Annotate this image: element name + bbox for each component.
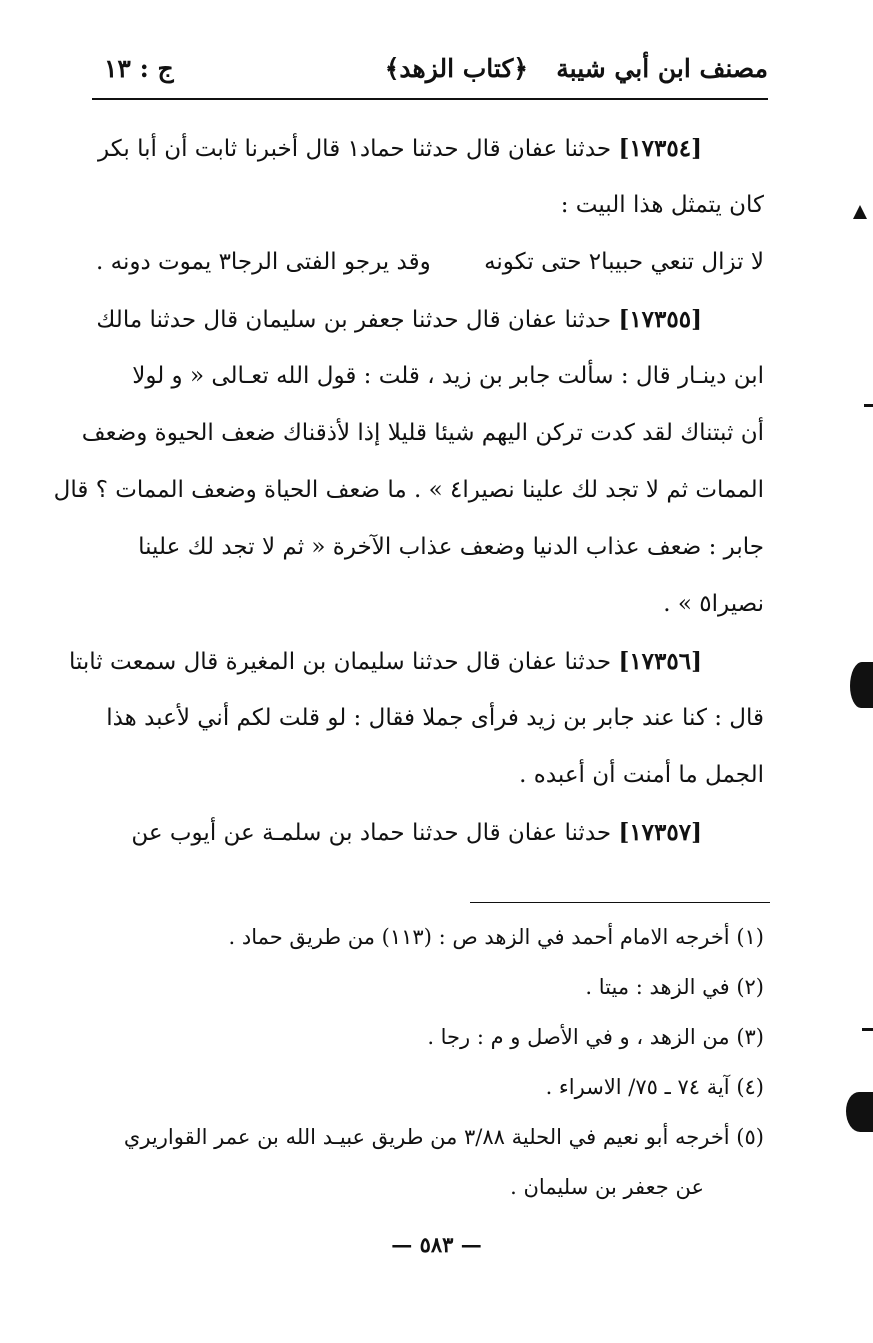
text-line-content: الممات ثم لا تجد لك علينا نصيرا٤ » . ما ضعف الحياة وضعف الممات ؟ قال [53,477,764,503]
footnote-4: (٤) آية ٧٤ ـ ٧٥/ الاسراء . [545,1075,764,1099]
text-line [96,747,764,804]
header-book-title: ﴿كتاب الزهد﴾ [384,54,528,83]
verse-first-hemistich: لا تزال تنعي حبيبا٢ حتى تكونه [484,249,764,275]
footnote-5-continued: عن جعفر بن سليمان . [510,1175,704,1199]
hadith-number: [١٧٣٥٧] [618,819,702,846]
hadith-number: [١٧٣٥٤] [618,135,702,162]
text-line [96,519,764,576]
text-line-content: أن ثبتناك لقد كدت تركن اليهم شيئا قليلا إذا لأذقناك ضعف الحيوة وضعف [81,420,764,446]
text-line: حدثنا عفان قال حدثنا حماد بن سلمـة عن أيوب عن [131,820,619,846]
footnotes [80,912,764,1212]
text-line [96,348,764,405]
text-line-content: جابر : ضعف عذاب الدنيا وضعف عذاب الآخرة « ثم لا تجد لك علينا [138,534,764,560]
header-volume: ج : ١٣ [104,54,174,83]
verse-second-hemistich: وقد يرجو الفتى الرجا٣ يموت دونه . [96,249,431,275]
verse-line [96,234,764,291]
header-rule [92,98,768,100]
text-line [96,177,764,234]
footnote-rule [470,902,770,903]
footnote-1: (١) أخرجه الامام أحمد في الزهد ص : (١١٣) من طريق حماد . [228,925,764,949]
text-line: حدثنا عفان قال حدثنا حماد١ قال أخبرنا ثابت أن أبا بكر [98,136,619,162]
header-title: مصنف ابن أبي شيبة [556,54,768,83]
text-line [81,405,764,462]
hadith-17355-line [96,291,764,348]
margin-tick [862,1028,873,1031]
text-line-content: قال : كنا عند جابر بن زيد فرأى جملا فقال : لو قلت لكم أني لأعبد هذا [106,705,764,731]
text-line-content: ابن دينـار قال : سألت جابر بن زيد ، قلت : قول الله تعـالى « و لولا [132,363,764,389]
text-line [53,462,764,519]
hadith-17354-line [96,120,764,177]
margin-tick [864,404,873,407]
text-line: حدثنا عفان قال حدثنا جعفر بن سليمان قال حدثنا مالك [96,307,619,333]
text-line-content: كان يتمثل هذا البيت : [560,192,764,218]
text-line [96,576,764,633]
footnote-2: (٢) في الزهد : ميتا . [585,975,764,999]
margin-ink-blot [850,662,873,708]
body-text [53,120,764,861]
running-header [92,52,768,92]
margin-mark-triangle [853,205,867,219]
text-line-content: نصيرا٥ » . [663,591,764,617]
hadith-17357-line [96,804,764,861]
hadith-number: [١٧٣٥٦] [618,648,702,675]
hadith-17356-line [68,633,764,690]
footnote-5: (٥) أخرجه أبو نعيم في الحلية ٣/٨٨ من طريق عبيـد الله بن عمر القواريري [123,1125,764,1149]
text-line [96,690,764,747]
hadith-number: [١٧٣٥٥] [618,306,702,333]
footnote-3: (٣) من الزهد ، و في الأصل و م : رجا . [427,1025,764,1049]
page-number: — ٥٨٣ — [391,1232,482,1257]
margin-ink-blot [846,1092,873,1132]
text-line: حدثنا عفان قال حدثنا سليمان بن المغيرة قال سمعت ثابتا [68,649,619,675]
text-line-content: الجمل ما أمنت أن أعبده . [519,762,764,788]
